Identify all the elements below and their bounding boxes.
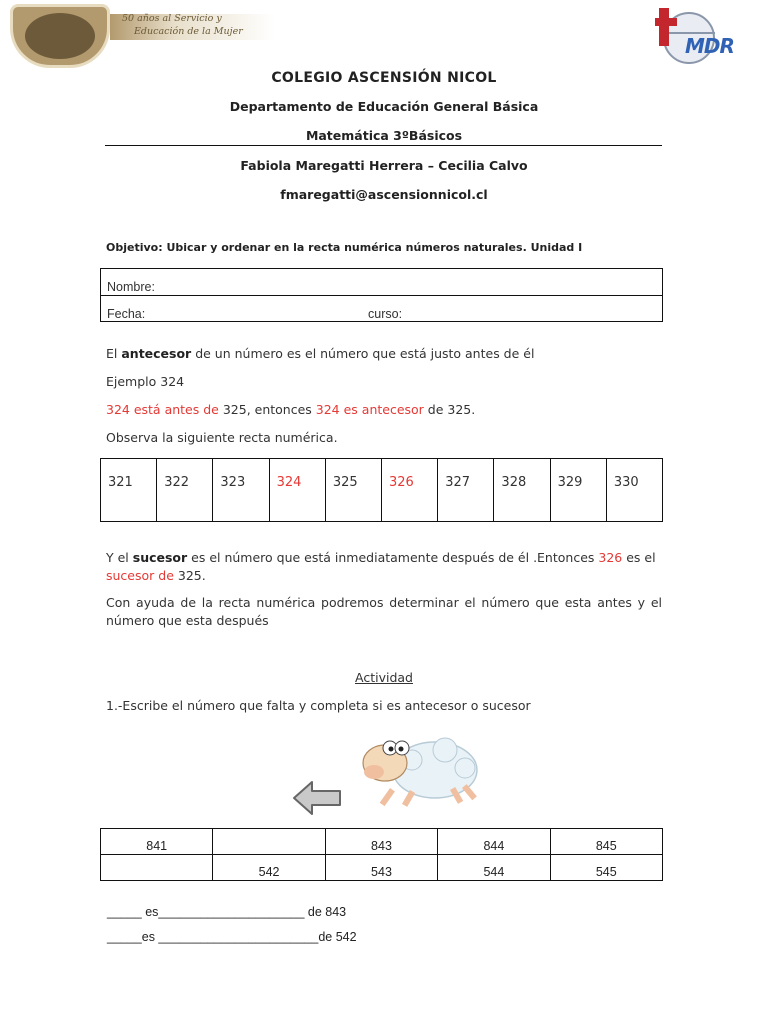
student-info-form bbox=[100, 268, 663, 322]
email: fmaregatti@ascensionnicol.cl bbox=[280, 187, 488, 202]
table-cell: 845 bbox=[550, 829, 662, 855]
number-line-cell: 328 bbox=[494, 459, 550, 521]
antecessor-definition: El antecesor de un número es el número que está justo antes de él bbox=[106, 346, 535, 361]
table-cell: 542 bbox=[213, 855, 325, 881]
number-line-cell: 327 bbox=[438, 459, 494, 521]
activity-title: Actividad bbox=[355, 670, 413, 685]
mdr-logo-text: MDR bbox=[685, 34, 734, 58]
number-line-cell: 326 bbox=[382, 459, 438, 521]
table-cell: 543 bbox=[325, 855, 437, 881]
school-logo bbox=[10, 4, 270, 68]
school-name: COLEGIO ASCENSIÓN NICOL bbox=[271, 70, 497, 86]
department: Departamento de Educación General Básica bbox=[229, 99, 539, 114]
table-cell: 544 bbox=[438, 855, 550, 881]
answer-line-1[interactable]: _____ es_____________________ de 843 bbox=[107, 905, 347, 919]
number-line-cell: 324 bbox=[270, 459, 326, 521]
answer-line-2[interactable]: _____es _______________________de 542 bbox=[107, 930, 357, 944]
observe-instruction: Observa la siguiente recta numérica. bbox=[106, 430, 338, 445]
subject: Matemática 3ºBásicos bbox=[305, 128, 463, 143]
blank-cell[interactable] bbox=[101, 855, 213, 881]
number-line-cell: 322 bbox=[157, 459, 213, 521]
table-cell: 844 bbox=[438, 829, 550, 855]
example: Ejemplo 324 bbox=[106, 374, 185, 389]
slogan-text: 50 años al Servicio y Educación de la Mujer bbox=[122, 13, 243, 37]
header-divider bbox=[105, 145, 662, 146]
successor-definition: Y el sucesor es el número que está inmediatamente después de él .Entonces 326 es el sucesor de 325. bbox=[106, 550, 656, 583]
number-line-table bbox=[100, 458, 663, 522]
table-cell: 841 bbox=[101, 829, 213, 855]
date-label: Fecha: bbox=[107, 307, 146, 321]
shield-emblem bbox=[10, 4, 110, 68]
teachers: Fabiola Maregatti Herrera – Cecilia Calvo bbox=[240, 158, 528, 173]
sheep-illustration bbox=[350, 728, 485, 810]
objective: Objetivo: Ubicar y ordenar en la recta numérica números naturales. Unidad I bbox=[106, 241, 583, 254]
table-cell: 843 bbox=[325, 829, 437, 855]
left-arrow-icon bbox=[290, 778, 346, 818]
blank-cell[interactable] bbox=[213, 829, 325, 855]
course-label: curso: bbox=[368, 307, 403, 321]
number-line-cell: 325 bbox=[326, 459, 382, 521]
cross-icon bbox=[659, 8, 669, 46]
date-row[interactable] bbox=[101, 296, 662, 323]
name-label: Nombre: bbox=[107, 280, 155, 294]
name-row[interactable] bbox=[101, 269, 662, 296]
table-row bbox=[101, 855, 663, 881]
number-line-cell: 323 bbox=[213, 459, 269, 521]
example-explanation: 324 está antes de 325, entonces 324 es antecesor de 325. bbox=[106, 402, 476, 417]
help-text: Con ayuda de la recta numérica podremos determinar el número que esta antes y el número que esta después bbox=[106, 595, 662, 628]
activity-table bbox=[100, 828, 663, 881]
table-row bbox=[101, 829, 663, 855]
activity-instruction: 1.-Escribe el número que falta y completa si es antecesor o sucesor bbox=[106, 698, 531, 713]
number-line-cell: 329 bbox=[551, 459, 607, 521]
number-line-cell: 321 bbox=[101, 459, 157, 521]
mdr-logo bbox=[655, 8, 747, 64]
number-line-cell: 330 bbox=[613, 475, 639, 490]
table-cell: 545 bbox=[550, 855, 662, 881]
